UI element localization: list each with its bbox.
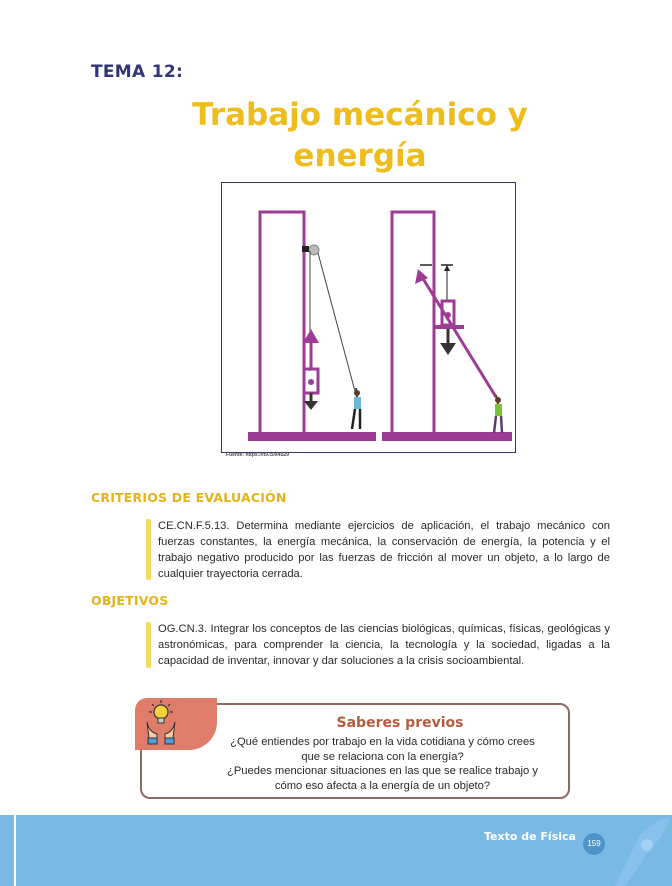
saberes-line-1: ¿Qué entiendes por trabajo en la vida cotidiana y cómo crees [230,736,535,748]
title-line-1: Trabajo mecánico y [192,97,528,133]
person-pulling-right [494,395,502,433]
saberes-title: Saberes previos [336,715,464,731]
right-ground [382,432,512,441]
pulley-mount [302,246,309,252]
rope-diagonal [318,253,356,395]
pulley-diagram [222,183,514,451]
right-wall [392,212,434,437]
lightbulb-hands-icon [135,698,217,750]
topic-number: TEMA 12: [91,62,184,82]
saberes-line-3: ¿Puedes mencionar situaciones en las que se realice trabajo y [227,765,538,777]
saberes-questions [210,735,555,793]
shelf [434,325,464,329]
footer-book-title: Texto de Física [484,830,576,843]
criterios-accent-bar [146,519,151,580]
footer-divider [14,815,16,886]
page-title [150,95,570,177]
left-ground [248,432,376,441]
saberes-line-4: cómo eso afecta a la energía de un objeto? [274,779,491,792]
criterios-heading: CRITERIOS DE EVALUACIÓN [91,490,287,505]
title-line-2: energía [293,138,427,174]
objetivos-accent-bar [146,622,151,668]
figure-source: Fuente: https://n9.cl/s4u29 [226,452,290,458]
work-energy-illustration [221,182,516,453]
saberes-line-2: que se relaciona con la energía? [301,750,464,763]
page-number: 159 [583,833,605,855]
left-wall [260,212,304,437]
person-pulling-left [352,388,361,429]
page-footer [0,815,672,886]
objetivos-text: OG.CN.3. Integrar los conceptos de las ciencias biológicas, químicas, físicas, geológicas y astronómicas, para comprender la ciencia, la tecnología y la sociedad, ligadas a la capacidad de inventar, innovar y dar soluciones a la crisis socioambiental. [158,623,610,667]
objetivos-heading: OBJETIVOS [91,593,169,608]
rocket-icon [595,815,672,886]
saberes-icon-tab [135,698,217,750]
criterios-text: CE.CN.F.5.13. Determina mediante ejercicios de aplicación, el trabajo mecánico con fuerzas constantes, la energía mecánica, la conservación de energía, la potencia y el trabajo negativo producido por las fuerzas de fricción al mover un objeto, a lo largo de cualquier trayectoria cerrada. [158,520,610,580]
